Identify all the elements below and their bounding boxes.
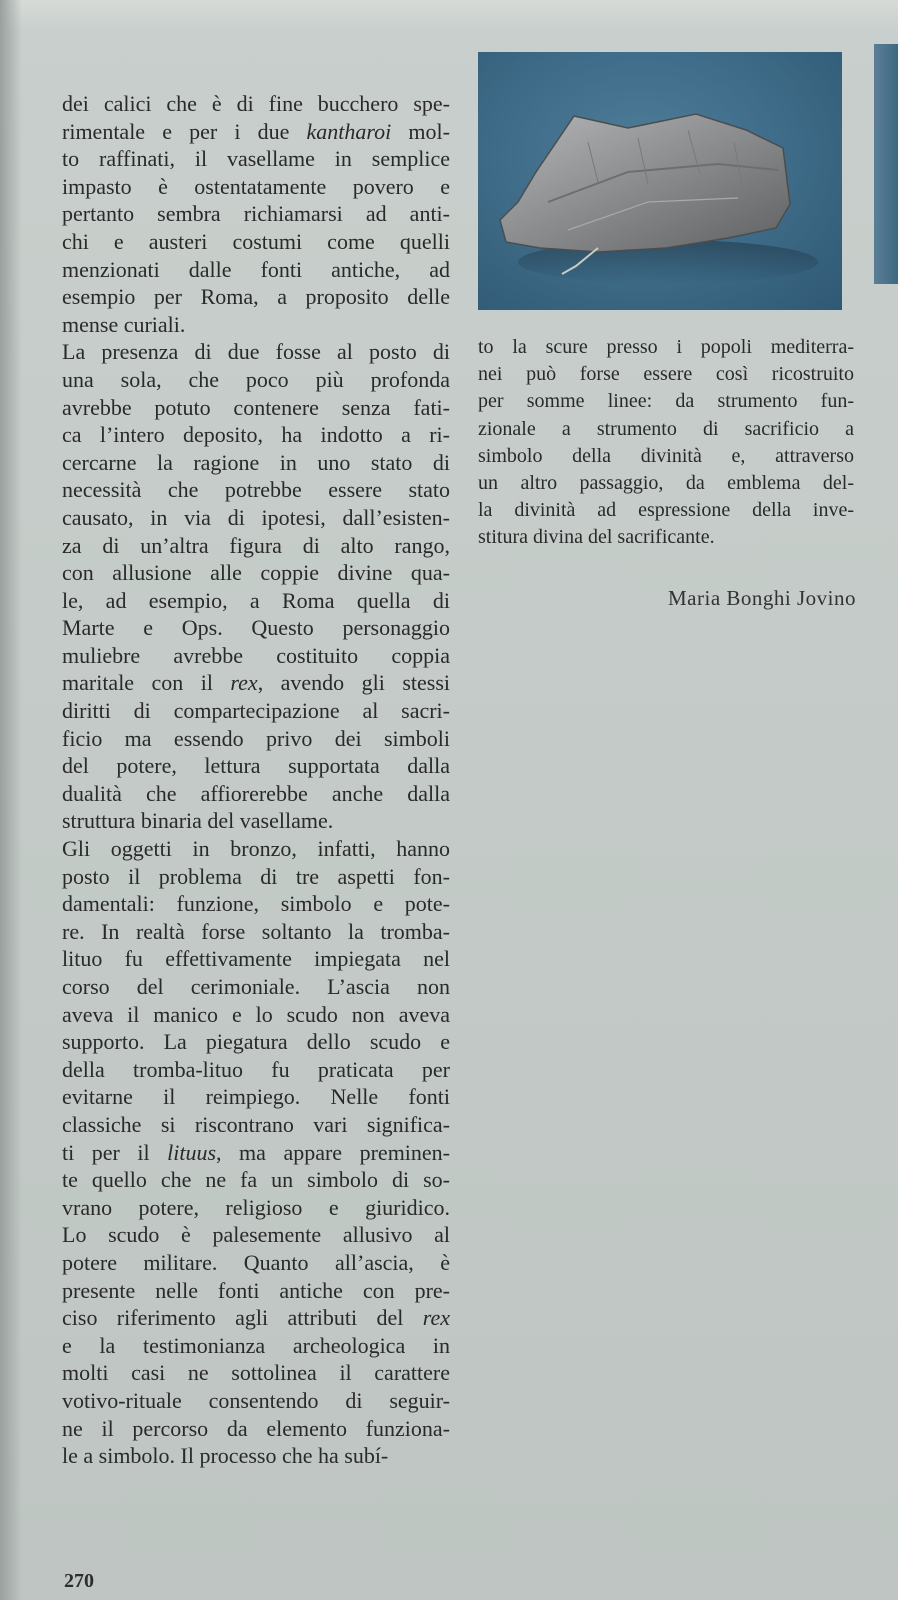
text-line: evitarne il reimpiego. Nelle fonti — [62, 1084, 450, 1110]
text-line: le, ad esempio, a Roma quella di — [62, 587, 450, 613]
text-line: la divinità ad espressione della inve- — [478, 499, 854, 522]
paragraph-3 — [62, 835, 450, 1470]
text-line: diritti di compartecipazione al sacri- — [62, 698, 450, 724]
text-line: votivo-rituale consentendo di seguir- — [62, 1387, 450, 1413]
text-line: ca l’intero deposito, ha indotto a ri- — [62, 422, 450, 448]
text-line: aveva il manico e lo scudo non aveva — [62, 1001, 450, 1027]
text-line: presente nelle fonti antiche con pre- — [62, 1277, 450, 1303]
adjacent-photo-edge — [874, 44, 898, 284]
text-line: za di un’altra figura di alto rango, — [62, 532, 450, 558]
text-line: Marte e Ops. Questo personaggio — [62, 615, 450, 641]
page-gutter-shadow — [0, 0, 22, 1600]
text-line: vrano potere, religioso e giuridico. — [62, 1194, 450, 1220]
text-line: to raffinati, il vasellame in semplice — [62, 146, 450, 172]
text-line: dei calici che è di fine bucchero spe- — [62, 91, 450, 116]
text-line: dualità che affiorerebbe anche dalla — [62, 780, 450, 806]
text-line: causato, in via di ipotesi, dall’esisten- — [62, 504, 450, 530]
paragraph-2 — [62, 338, 450, 835]
text-line: Lo scudo è palesemente allusivo al — [62, 1222, 450, 1248]
text-line: con allusione alle coppie divine qua- — [62, 560, 450, 586]
text-line: del potere, lettura supportata dalla — [62, 753, 450, 779]
text-line: rimentale e per i due kantharoi mol- — [62, 118, 450, 144]
text-line: Gli oggetti in bronzo, infatti, hanno — [62, 836, 450, 862]
author-signature: Maria Bonghi Jovino — [668, 586, 856, 610]
text-line: classiche si riscontrano vari significa- — [62, 1111, 450, 1137]
text-line: ficio ma essendo privo dei simboli — [62, 725, 450, 751]
text-line: simbolo della divinità e, attraverso — [478, 444, 854, 467]
text-line: muliebre avrebbe costituito coppia — [62, 642, 450, 668]
text-line: potere militare. Quanto all’ascia, è — [62, 1249, 450, 1275]
text-line: corso del cerimoniale. L’ascia non — [62, 974, 450, 999]
page-number: 270 — [64, 1570, 94, 1592]
text-line: posto il problema di tre aspetti fon- — [62, 863, 450, 889]
text-line: ciso riferimento agli attributi del rex — [62, 1305, 450, 1331]
text-line: avrebbe potuto contenere senza fati- — [62, 394, 450, 420]
text-line: una sola, che poco più profonda — [62, 366, 450, 392]
text-line: per somme linee: da strumento fun- — [478, 390, 854, 413]
text-line: molti casi ne sottolinea il carattere — [62, 1360, 450, 1386]
text-line: La presenza di due fosse al posto di — [62, 339, 450, 365]
text-line: to la scure presso i popoli mediterra- — [478, 336, 854, 358]
artifact-photo — [478, 52, 842, 310]
text-line: lituo fu effettivamente impiegata nel — [62, 946, 450, 972]
text-line: zionale a strumento di sacrificio a — [478, 417, 854, 440]
text-line: della tromba-lituo fu praticata per — [62, 1056, 450, 1082]
paragraph-1 — [62, 90, 450, 338]
text-line: cercarne la ragione in uno stato di — [62, 449, 450, 475]
artifact-illustration — [478, 52, 842, 310]
artifact-body — [500, 114, 790, 252]
text-line: stitura divina del sacrificante. — [478, 526, 715, 549]
text-line: struttura binaria del vasellame. — [62, 808, 334, 834]
page-shadow-top — [0, 0, 898, 30]
text-line: le a simbolo. Il processo che ha subí- — [62, 1443, 389, 1469]
text-line: necessità che potrebbe essere stato — [62, 477, 450, 503]
text-line: esempio per Roma, a proposito delle — [62, 284, 450, 310]
text-line: te quello che ne fa un simbolo di so- — [62, 1167, 450, 1193]
right-text-column — [478, 334, 854, 552]
text-line: ti per il lituus, ma appare preminen- — [62, 1139, 451, 1165]
left-text-column — [62, 90, 450, 1470]
text-line: menzionati dalle fonti antiche, ad — [62, 256, 450, 282]
text-line: supporto. La piegatura dello scudo e — [62, 1029, 450, 1055]
text-line: damentali: funzione, simbolo e pote- — [62, 891, 450, 917]
text-line: ne il percorso da elemento funziona- — [62, 1415, 450, 1441]
text-line: maritale con il rex, avendo gli stessi — [62, 670, 450, 696]
text-line: e la testimonianza archeologica in — [62, 1332, 450, 1358]
text-line: chi e austeri costumi come quelli — [62, 228, 450, 254]
text-line: re. In realtà forse soltanto la tromba- — [62, 918, 450, 944]
text-line: mense curiali. — [62, 311, 186, 337]
text-line: nei può forse essere così ricostruito — [478, 363, 854, 386]
text-line: un altro passaggio, da emblema del- — [478, 472, 854, 495]
text-line: impasto è ostentatamente povero e — [62, 173, 450, 199]
text-line: pertanto sembra richiamarsi ad anti- — [62, 201, 450, 227]
